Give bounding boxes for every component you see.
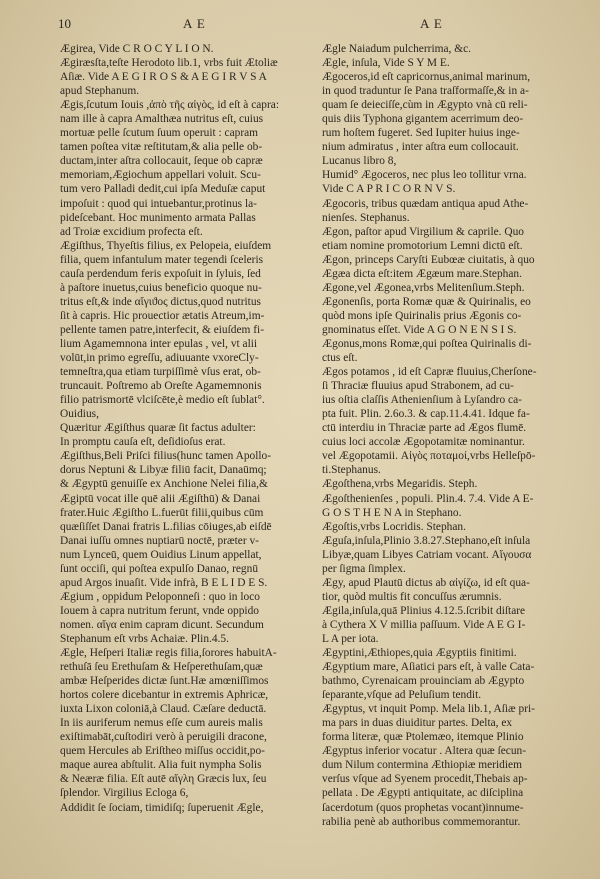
text-line: nium admiratus , inter aſtra eum collocauit. xyxy=(322,141,519,154)
text-line: ſacerdotum (quos prophetas vocant)innume- xyxy=(322,801,524,814)
text-line: Ægiſthus,Beli Priſci filius(hunc tamen Apollo- xyxy=(60,450,272,463)
text-line: Ægos potamos , id eſt Capræ fluuius,Cherſone- xyxy=(322,366,537,379)
text-line: memoriam,Ægiochum appellari voluit. Scu- xyxy=(60,169,261,182)
text-line: hortos colere dicebantur in extremis Aphricæ, xyxy=(60,689,269,702)
text-line: mortuæ pelle ſcutum ſuum operuit : capram xyxy=(60,127,259,140)
text-line: Ægle, Heſperi Italiæ regis filia,ſorores habuitA- xyxy=(60,647,277,660)
text-line: Ægirea, Vide C R O C Y L I O N. xyxy=(60,43,214,55)
text-line: maque aurea abſtulit. Alia fuit nympha Solis xyxy=(60,759,262,772)
text-line: Ægocoris, tribus quædam antiqua apud Athe- xyxy=(322,197,529,210)
text-line: verſus vſque ad Syenem procedit,Thebais ap- xyxy=(322,773,528,786)
text-line: nam ille à capra Amalthæa nutritus eſt, cuius xyxy=(60,113,264,126)
text-line: Ægoſthena,vrbs Megaridis. Steph. xyxy=(322,478,478,491)
text-line: quam ſe deieciſſe,cùm in Ægypto vnà cū reli- xyxy=(322,99,528,112)
text-line: Lucanus libro 8, xyxy=(322,155,397,168)
text-line: & Ægyptū genuiſſe ex Anchione Nelei filia,& xyxy=(60,478,268,491)
header-letters-left: A E xyxy=(183,16,206,31)
page-number: 10 xyxy=(58,16,71,31)
text-line: lium Agamemnona inter epulas , vel, vt alii xyxy=(60,337,258,350)
text-line: Danai iuſſu omnes nuptiarū noctē, præter v- xyxy=(60,534,259,547)
text-line: Ægyptium mare, Aſiatici pars eſt, à valle Cata- xyxy=(322,661,535,674)
text-line: dum Nilum contermina Æthiopiæ meridiem xyxy=(322,759,522,772)
text-line: Ægonenſis, porta Romæ quæ & Quirinalis, eo xyxy=(322,295,531,308)
text-line: Ægiptū vocat ille quē alii Ægiſthū) & Danai xyxy=(60,492,261,505)
text-line: num Lynceū, quem Ouidius Linum appellat, xyxy=(60,548,262,561)
text-line: Stephanum eſt vrbs Achaiæ. Plin.4.5. xyxy=(60,632,229,645)
text-line: In iis auriferum nemus eſſe cum aureis malis xyxy=(60,717,263,730)
text-line: Vide C A P R I C O R N V S. xyxy=(322,183,456,196)
text-line: In promptu cauſa eſt, deſidioſus erat. xyxy=(60,436,226,449)
text-line: G O S T H E N A in Stephano. xyxy=(322,506,462,519)
text-line: Æguſa,inſula,Plinio 3.8.27.Stephano,eſt inſula xyxy=(322,534,531,547)
text-line: Ægiſthus, Thyeſtis filius, ex Pelopeia, eiuſdem xyxy=(60,239,272,252)
text-line: tritus eſt,& inde αἴγιϑος dictus,quod nutritus xyxy=(60,295,261,308)
text-line: rethuſā ſeu Erethuſam & Heſperethuſam,quæ xyxy=(60,661,263,674)
text-line: cuius loci accolæ Ægopotamitæ nominantur. xyxy=(322,436,525,449)
text-line: Ægoceros,id eſt capricornus,animal marinum, xyxy=(322,71,531,84)
text-line: rabilia penè ab authoribus commemorantur. xyxy=(322,815,521,828)
text-line: temneſtra,qua etiam turpiſſimè vſus erat, ob- xyxy=(60,366,261,379)
text-line: ſplendor. Virgilius Ecloga 6, xyxy=(60,787,189,800)
text-line: in quod traduntur ſe Pana traſformaſſe,& in a- xyxy=(322,85,529,98)
text-line: Libyæ,quam Libyes Catriam vocant. Αἴγουσα xyxy=(322,548,532,561)
text-line: Ægone,vel Ægonea,vrbs Melitenſium.Steph. xyxy=(322,281,525,294)
text-line: iuxta Lixon coloniā,à Claud. Cæſare deductā. xyxy=(60,703,267,716)
text-line: nienſes. Stephanus. xyxy=(322,211,410,224)
text-line: etiam nomine promotorium Lemni dictū eſt. xyxy=(322,239,523,252)
text-line: à Cythera X V millia paſſuum. Vide A E G I- xyxy=(322,618,526,631)
text-line: Ægle, inſula, Vide S Y M E. xyxy=(322,57,450,70)
text-line: ductam,inter aſtra collocauit, ſeque ob capræ xyxy=(60,155,263,168)
text-line: ctus eſt. xyxy=(322,352,358,365)
text-line: Ægoſtis,vrbs Locridis. Stephan. xyxy=(322,520,466,533)
text-line: Ægyptus inferior vocatur . Altera quæ ſecun- xyxy=(322,745,527,758)
text-line: quem Hercules ab Eriſtheo miſſus occidit,po- xyxy=(60,745,265,758)
text-line: ambæ Heſperides dictæ ſunt.Hæ amœniſſimos xyxy=(60,675,269,688)
text-line: Ægle Naiadum pulcherrima, &c. xyxy=(322,43,471,55)
text-line: ius oſtia claſſis Athenienſium à Lyſandro ca- xyxy=(322,394,522,407)
text-line: quòd mons ipſe Quirinalis prius Ægonis co- xyxy=(322,309,522,322)
text-line: pellente tamen patre,interfecit, & eiuſdem fi- xyxy=(60,323,264,336)
text-line: pellata . De Ægypti antiquitate, ac diſciplina xyxy=(322,787,524,800)
text-line: ſunt occiſi, qui poſtea expulſo Danao, regnū xyxy=(60,562,259,575)
text-line: Ægon, princeps Caryſti Eubœæ ciuitatis, à quo xyxy=(322,253,535,266)
text-line: impoſuit : quod qui intuebantur,protinus la- xyxy=(60,197,257,210)
running-header xyxy=(0,16,600,36)
text-line: truncauit. Poſtremo ab Oreſte Agamemnonis xyxy=(60,380,262,393)
text-line: Ægon, paſtor apud Virgilium & caprile. Quo xyxy=(322,225,524,238)
text-line: ad Troiæ excidium profecta eſt. xyxy=(60,225,203,238)
text-line: dorus Neptuni & Libyæ filiū facit, Danaūmq; xyxy=(60,464,267,477)
text-line: ſeparante,vſque ad Peluſium tendit. xyxy=(322,689,482,702)
text-line: Ægis,ſcutum Iouis ,ἀπὸ τῆς αἰγὸς, id eſt à capra: xyxy=(60,99,280,112)
text-line: filia, quem infantulum mater tegendi ſceleris xyxy=(60,253,264,266)
text-line: pta fuit. Plin. 2.6o.3. & cap.11.4.41. Idque fa- xyxy=(322,408,530,421)
text-line: Ægonus,mons Romæ,qui poſtea Quirinalis di- xyxy=(322,337,532,350)
text-line: frater.Huic Ægiſtho L.fuerūt filii,quibus cūm xyxy=(60,506,264,519)
text-line: ma pars in duas diuiditur partes. Delta, ex xyxy=(322,717,513,730)
text-line: quæſiſſet Danai fratris L.filias cōiuges,ab eiſdē xyxy=(60,520,272,533)
text-line: tamen poſtea vitæ reſtitutam,& alia pelle ob- xyxy=(60,141,263,154)
header-letters-right: A E xyxy=(420,16,443,31)
text-line: L A per iota. xyxy=(322,632,379,645)
text-line: Ægiræsſta,teſte Herodoto lib.1, vrbs fuit Ætoliæ xyxy=(60,57,278,70)
text-line: forma literæ, quæ Ptolemæo, itemque Plinio xyxy=(322,731,524,744)
text-line: gnominatus eſſet. Vide A G O N E N S I S. xyxy=(322,323,517,336)
text-line: ti.Stephanus. xyxy=(322,464,381,477)
text-line: per ſigma ſimplex. xyxy=(322,562,406,575)
text-line: bathmo, Cyrenaicam prouinciam ab Ægypto xyxy=(322,675,525,688)
text-line: pideſcebant. Hoc munimento armata Pallas xyxy=(60,211,256,224)
text-line: filio patrismortē vlciſcēte,è medio eſt ſublat°. xyxy=(60,394,265,407)
text-line: rum hoſtem fugeret. Sed Iupiter huius inge- xyxy=(322,127,520,140)
text-line: Iouem à capra nutritum ferunt, vnde oppido xyxy=(60,604,259,617)
text-line: Ægy, apud Plautū dictus ab αἰγίζω, id eſt qua- xyxy=(322,576,530,589)
text-line: ctū interdiu in Thraciæ parte ad Ægos flumē. xyxy=(322,422,527,435)
text-line: apud Argos inuaſit. Vide infrà, B E L I D E S. xyxy=(60,576,268,589)
text-line: Addidit ſe ſociam, timidiſq; ſuperuenit Ægle, xyxy=(60,801,264,814)
left-column xyxy=(60,42,322,815)
text-line: à paſtore inuetus,cuius beneficio quoque nu- xyxy=(60,281,262,294)
text-line: tior, quòd multis fit concuſſus ærumnis. xyxy=(322,590,502,603)
text-line: cauſa perdendum feris expoſuit in ſyluis, ſed xyxy=(60,267,261,280)
text-line: ſit à capris. Hic prouectior ætatis Atreum,im- xyxy=(60,309,265,322)
text-line: Ægila,inſula,quā Plinius 4.12.5.ſcribit diſtare xyxy=(322,604,526,617)
right-column xyxy=(322,42,584,829)
text-line: Humid° Ægoceros, nec plus leo tollitur vrna. xyxy=(322,169,527,182)
text-line: Ægæa dicta eſt:item Ægæum mare.Stephan. xyxy=(322,267,522,280)
text-line: tum vero Palladi dedit,cui ipſa Meduſæ caput xyxy=(60,183,266,196)
text-line: Ægoſthenienſes , populi. Plin.4. 7.4. Vide A E- xyxy=(322,492,534,505)
text-line: Ægyptus, vt inquit Pomp. Mela lib.1, Aſiæ pri- xyxy=(322,703,535,716)
text-line: volūt,in primo egreſſu, adiuuante vxoreCly- xyxy=(60,352,259,365)
text-line: Aſiæ. Vide A E G I R O S & A E G I R V S A xyxy=(60,71,267,84)
text-line: apud Stephanum. xyxy=(60,85,140,98)
text-line: quis diis Typhona gigantem acerrimum deo- xyxy=(322,113,524,126)
text-line: Quæritur Ægiſthus quaræ ſit factus adulter: xyxy=(60,422,256,435)
text-line: Ægyptini,Æthiopes,quia Ægyptiis finitimi. xyxy=(322,647,517,660)
text-line: Ouidius, xyxy=(60,408,99,421)
text-line: nomen. αἴγα enim capram dicunt. Secundum xyxy=(60,618,264,631)
text-line: ſi Thraciæ fluuius apud Strabonem, ad cu- xyxy=(322,380,514,393)
text-line: & Neæræ filia. Eſt autē αἴγλη Græcis lux, ſeu xyxy=(60,773,267,786)
text-line: Ægium , oppidum Peloponneſi : quo in loco xyxy=(60,590,260,603)
text-line: vel Ægopotamii. Αἰγὸς ποταμοί,vrbs Helleſpō- xyxy=(322,450,536,463)
text-line: exiſtimabāt,cuſtodiri verò à peruigili dracone, xyxy=(60,731,267,744)
